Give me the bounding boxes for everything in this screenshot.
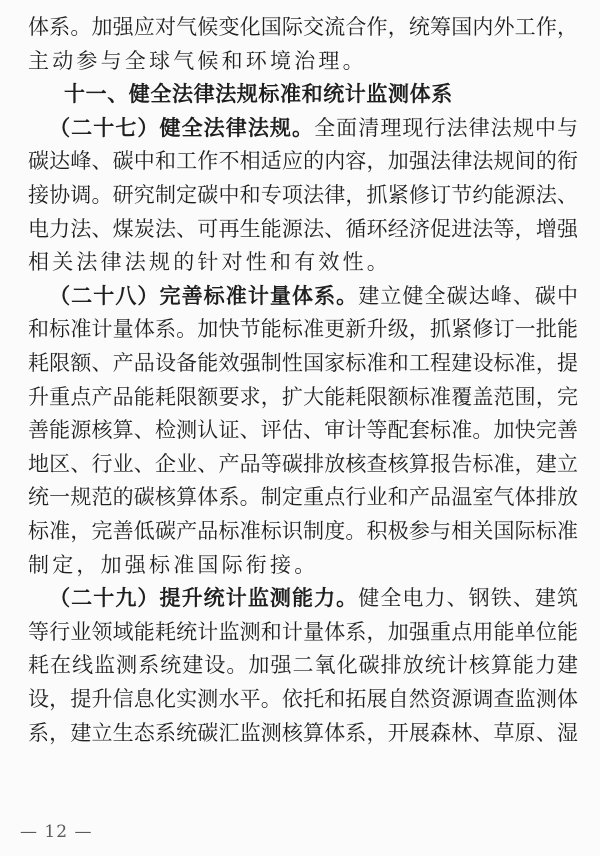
body-line: 耗在线监测系统建设。加强二氧化碳排放统计核算能力建 bbox=[28, 653, 578, 678]
body-text: 健全电力、钢铁、建筑 bbox=[358, 586, 578, 611]
body-line: 标准，完善低碳产品标准标识制度。积极参与相关国际标准 bbox=[28, 519, 578, 543]
paragraph-title: （二十九）提升统计监测能力。 bbox=[48, 586, 359, 611]
paragraph-title: （二十七）健全法律法规。 bbox=[48, 115, 315, 140]
body-line: 耗限额、产品设备能效强制性国家标准和工程建设标准，提 bbox=[28, 351, 578, 375]
paragraph-first-line bbox=[28, 111, 578, 145]
body-line: 和标准计量体系。加快节能标准更新升级，抓紧修订一批能 bbox=[28, 317, 578, 342]
body-line: 善能源核算、检测认证、评估、审计等配套标准。加快完善 bbox=[28, 418, 578, 443]
body-line: 电力法、煤炭法、可再生能源法、循环经济促进法等，增强 bbox=[28, 216, 578, 241]
body-line: 主动参与全球气候和环境治理。 bbox=[28, 48, 367, 73]
body-text: 建立健全碳达峰、碳中 bbox=[358, 283, 578, 308]
paragraph-title: （二十八）完善标准计量体系。 bbox=[48, 283, 359, 308]
body-text: 全面清理现行法律法规中与 bbox=[314, 115, 578, 140]
body-line: 碳达峰、碳中和工作不相适应的内容，加强法律法规间的衔 bbox=[28, 149, 578, 174]
section-heading: 十一、健全法律法规标准和统计监测体系 bbox=[64, 82, 453, 107]
paragraph-first-line bbox=[28, 581, 578, 615]
body-line: 设，提升信息化实测水平。依托和拓展自然资源调查监测体 bbox=[28, 687, 578, 711]
page-number: — 12 — bbox=[20, 822, 93, 842]
body-line: 系，建立生态系统碳汇监测核算体系，开展森林、草原、湿 bbox=[28, 720, 578, 745]
body-line: 等行业领域能耗统计监测和计量体系，加强重点用能单位能 bbox=[28, 619, 578, 644]
body-line: 统一规范的碳核算体系。制定重点行业和产品温室气体排放 bbox=[28, 485, 578, 510]
paragraph-first-line bbox=[28, 279, 578, 313]
body-line: 地区、行业、企业、产品等碳排放核查核算报告标准，建立 bbox=[28, 451, 578, 476]
body-line: 相关法律法规的针对性和有效性。 bbox=[28, 250, 391, 275]
body-line: 制定，加强标准国际衔接。 bbox=[28, 552, 319, 577]
body-line: 升重点产品能耗限额要求，扩大能耗限额标准覆盖范围，完 bbox=[28, 384, 578, 409]
body-line: 接协调。研究制定碳中和专项法律，抓紧修订节约能源法、 bbox=[28, 183, 578, 207]
body-line: 体系。加强应对气候变化国际交流合作，统筹国内外工作， bbox=[28, 15, 578, 39]
